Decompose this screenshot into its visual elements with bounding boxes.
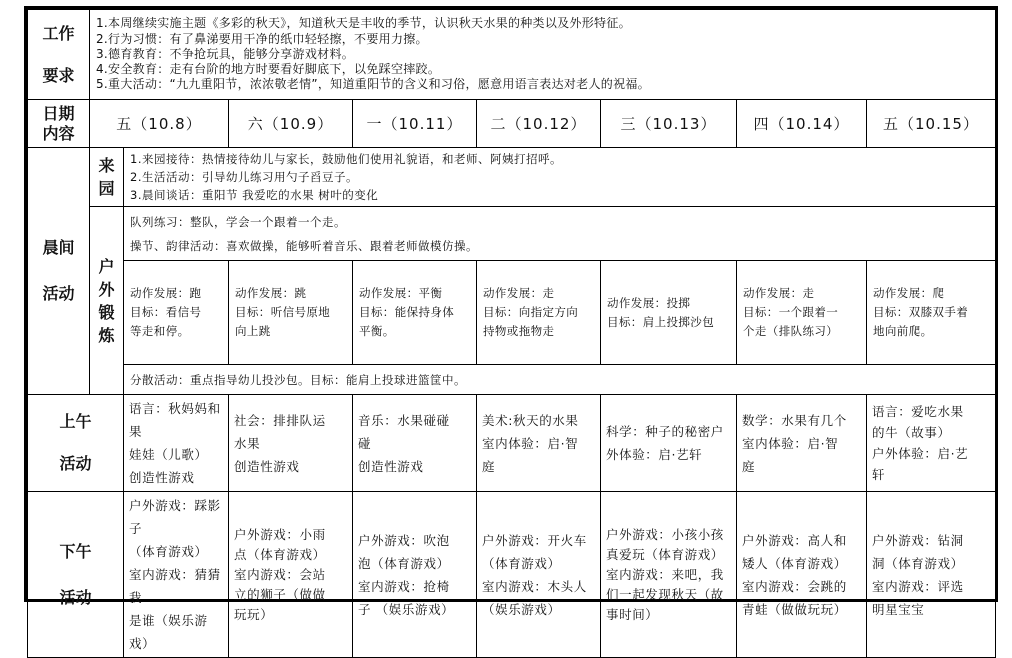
am-header: 上午 活动 bbox=[28, 395, 124, 492]
am-cell: 美术:秋天的水果 室内体验：启·智 庭 bbox=[477, 395, 601, 492]
goal-item: 4.安全教育：走有台阶的地方时要看好脚底下，以免踩空摔跤。 bbox=[96, 62, 441, 77]
outdoor-daily-cell: 动作发展：投掷 目标：肩上投掷沙包 bbox=[601, 261, 737, 365]
day-cell: 二（10.12） bbox=[477, 100, 601, 148]
am-row bbox=[28, 395, 996, 492]
pm-cell: 户外游戏：小雨 点（体育游戏） 室内游戏：会站 立的狮子（做做 玩玩） bbox=[229, 492, 353, 658]
am-cell: 数学：水果有几个 室内体验：启·智 庭 bbox=[737, 395, 867, 492]
arrival-item: 1.来园接待：热情接待幼儿与家长，鼓励他们使用礼貌语，和老师、阿姨打招呼。 bbox=[130, 152, 562, 166]
outdoor-daily-row bbox=[28, 261, 996, 365]
outdoor-daily-cell: 动作发展：跳 目标：听信号原地 向上跳 bbox=[229, 261, 353, 365]
goal-item: 2.行为习惯：有了鼻涕要用干净的纸巾轻轻擦，不要用力擦。 bbox=[96, 31, 428, 46]
am-cell: 语言：秋妈妈和果 娃娃（儿歌） 创造性游戏 bbox=[124, 395, 229, 492]
pm-header: 下午 活动 bbox=[28, 492, 124, 658]
day-cell: 四（10.14） bbox=[737, 100, 867, 148]
weekly-plan-table bbox=[27, 9, 996, 658]
day-cell: 六（10.9） bbox=[229, 100, 353, 148]
pm-cell: 户外游戏：踩影子 （体育游戏） 室内游戏：猜猜我 是谁（娱乐游戏） bbox=[124, 492, 229, 658]
outdoor-daily-cell: 动作发展：走 目标：向指定方向 持物或拖物走 bbox=[477, 261, 601, 365]
goal-item: 5.重大活动：“九九重阳节，浓浓敬老情”，知道重阳节的含义和习俗，愿意用语言表达对老人的祝福。 bbox=[96, 77, 650, 92]
outdoor-free-content: 分散活动：重点指导幼儿投沙包。目标：能肩上投球进篮筐中。 bbox=[124, 365, 996, 395]
goals-content bbox=[90, 10, 996, 100]
date-header: 日期 内容 bbox=[28, 100, 90, 148]
goal-item: 1.本周继续实施主题《多彩的秋天》，知道秋天是丰收的季节，认识秋天水果的种类以及外形特征。 bbox=[96, 16, 631, 31]
arrival-item: 2.生活活动：引导幼儿练习用勺子舀豆子。 bbox=[130, 170, 358, 184]
pm-cell: 户外游戏：开火车 （体育游戏） 室内游戏：木头人 （娱乐游戏） bbox=[477, 492, 601, 658]
am-cell: 语言：爱吃水果 的牛（故事） 户外体验：启·艺 轩 bbox=[867, 395, 996, 492]
outdoor-daily-cell: 动作发展：走 目标：一个跟着一 个走（排队练习） bbox=[737, 261, 867, 365]
outdoor-free-row bbox=[28, 365, 996, 395]
date-row bbox=[28, 100, 996, 148]
pm-row bbox=[28, 492, 996, 658]
day-cell: 五（10.8） bbox=[90, 100, 229, 148]
am-cell: 音乐：水果碰碰 碰 创造性游戏 bbox=[353, 395, 477, 492]
pm-cell: 户外游戏：钻洞 洞（体育游戏） 室内游戏：评选 明星宝宝 bbox=[867, 492, 996, 658]
am-cell: 社会：排排队运 水果 创造性游戏 bbox=[229, 395, 353, 492]
outdoor-daily-cell: 动作发展：爬 目标：双膝双手着 地向前爬。 bbox=[867, 261, 996, 365]
outdoor-daily-cell: 动作发展：跑 目标：看信号 等走和停。 bbox=[124, 261, 229, 365]
day-cell: 一（10.11） bbox=[353, 100, 477, 148]
outdoor-header: 户 外 锻 炼 bbox=[90, 207, 124, 395]
outdoor-common-item: 队列练习：整队，学会一个跟着一个走。 bbox=[130, 214, 346, 229]
goals-row bbox=[28, 10, 996, 100]
day-cell: 三（10.13） bbox=[601, 100, 737, 148]
arrival-item: 3.晨间谈话：重阳节 我爱吃的水果 树叶的变化 bbox=[130, 188, 379, 202]
outdoor-daily-cell: 动作发展：平衡 目标：能保持身体 平衡。 bbox=[353, 261, 477, 365]
outdoor-common-item: 操节、韵律活动：喜欢做操，能够听着音乐、跟着老师做模仿操。 bbox=[130, 238, 478, 253]
outdoor-common-content bbox=[124, 207, 996, 261]
goals-header: 工作 要求 bbox=[28, 10, 90, 100]
arrival-row bbox=[28, 148, 996, 207]
arrival-header: 来 园 bbox=[90, 148, 124, 207]
pm-cell: 户外游戏：吹泡 泡（体育游戏） 室内游戏：抢椅 子 （娱乐游戏） bbox=[353, 492, 477, 658]
am-cell: 科学：种子的秘密户 外体验：启·艺轩 bbox=[601, 395, 737, 492]
arrival-content bbox=[124, 148, 996, 207]
outdoor-common-row bbox=[28, 207, 996, 261]
morning-header: 晨间 活动 bbox=[28, 148, 90, 395]
pm-cell: 户外游戏：小孩小孩 真爱玩（体育游戏） 室内游戏：来吧，我 们一起发现秋天（故 事时间） bbox=[601, 492, 737, 658]
goal-item: 3.德育教育：不争抢玩具，能够分享游戏材料。 bbox=[96, 46, 355, 61]
pm-cell: 户外游戏：高人和 矮人（体育游戏） 室内游戏：会跳的 青蛙（做做玩玩） bbox=[737, 492, 867, 658]
day-cell: 五（10.15） bbox=[867, 100, 996, 148]
